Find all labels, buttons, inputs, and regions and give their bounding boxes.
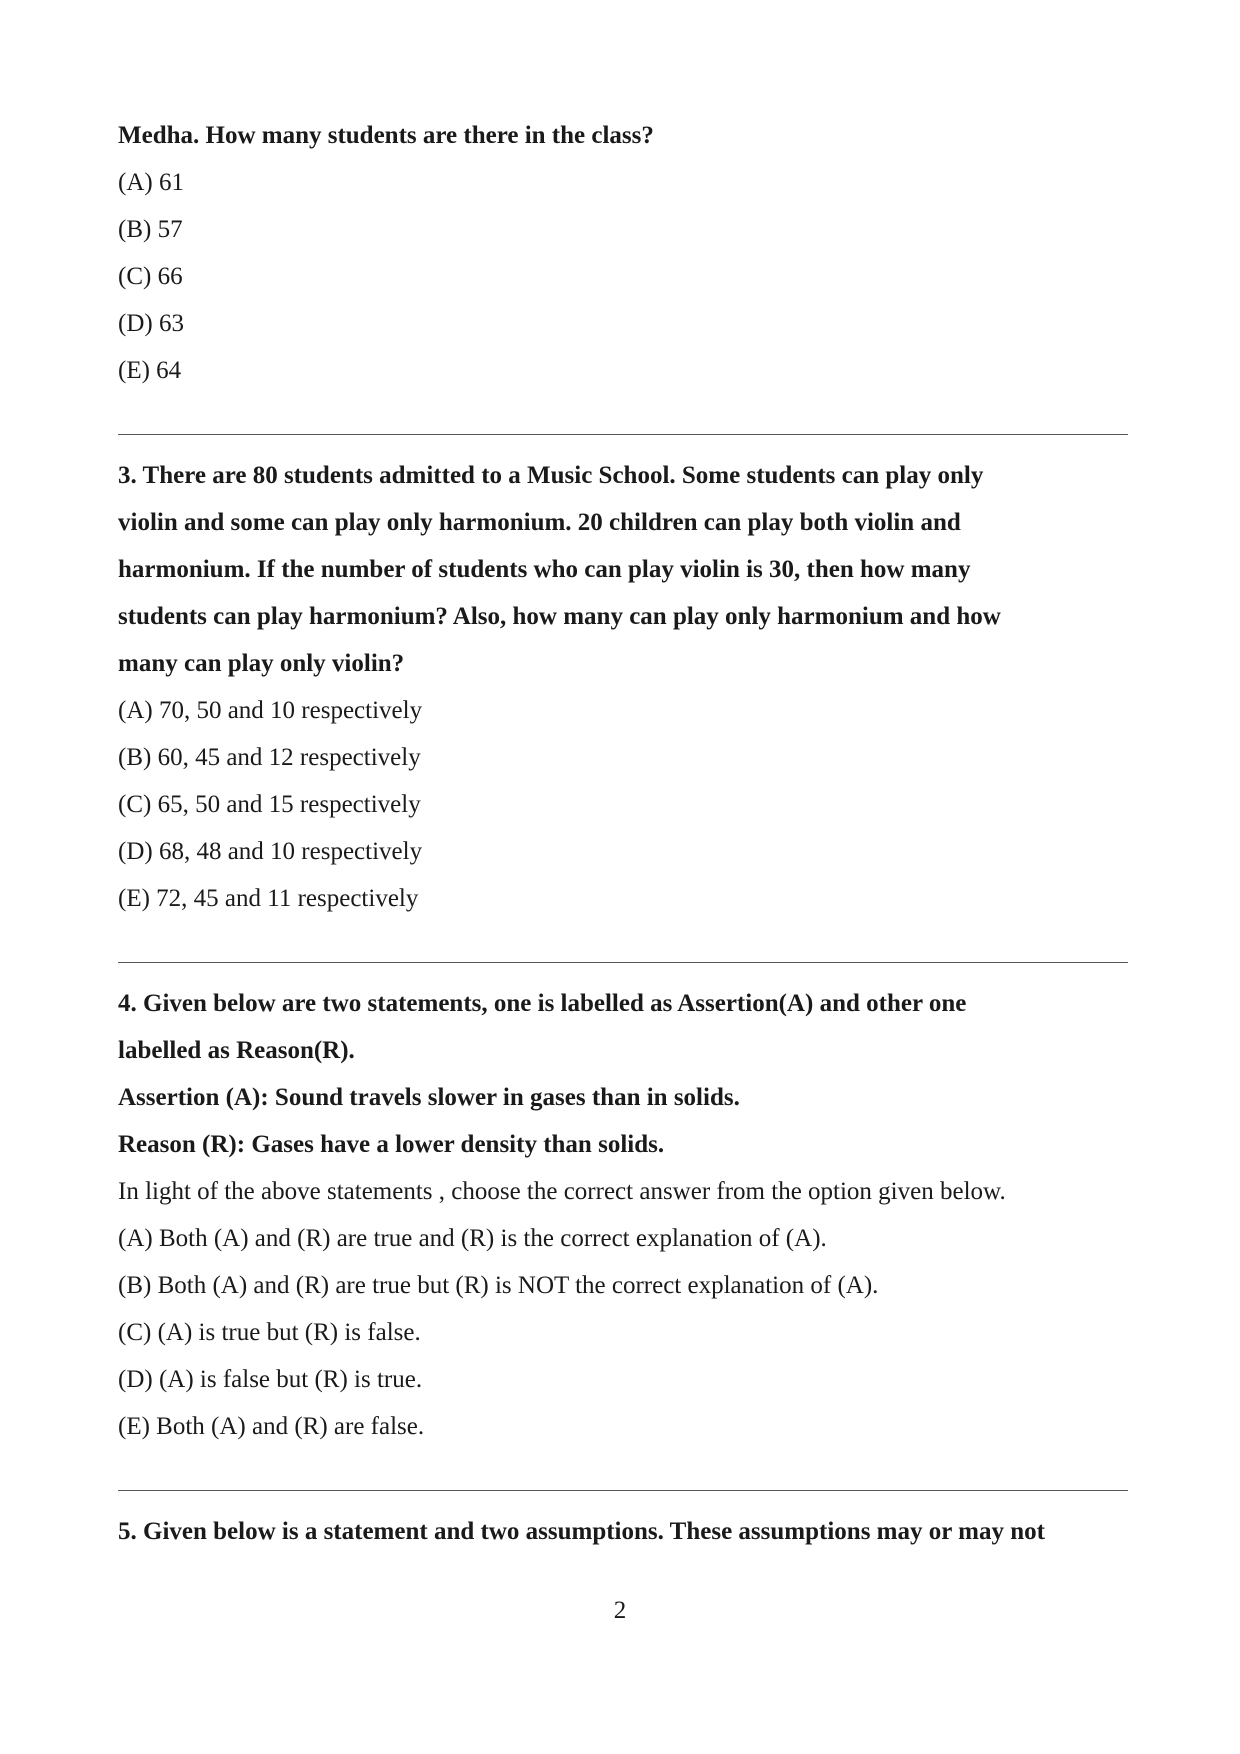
question-3-stem-line: 3. There are 80 students admitted to a Music School. Some students can play only (118, 462, 984, 489)
option-d: (D) 63 (118, 310, 184, 337)
option-e: (E) 72, 45 and 11 respectively (118, 885, 419, 912)
option-d: (D) 68, 48 and 10 respectively (118, 838, 423, 865)
question-5-stem: 5. Given below is a statement and two assumptions. These assumptions may or may not (118, 1518, 1045, 1545)
question-4-instruction: In light of the above statements , choose the correct answer from the option given below. (118, 1178, 1006, 1205)
option-d: (D) (A) is false but (R) is true. (118, 1366, 423, 1393)
question-3 (118, 452, 1128, 922)
option-e: (E) 64 (118, 357, 182, 384)
reason-statement: Reason (R): Gases have a lower density than solids. (118, 1131, 665, 1158)
question-2-options (118, 159, 1128, 394)
assertion-statement: Assertion (A): Sound travels slower in gases than in solids. (118, 1084, 740, 1111)
option-a: (A) 61 (118, 169, 184, 196)
option-b: (B) 57 (118, 216, 183, 243)
question-2 (118, 112, 1128, 394)
question-3-stem-line: many can play only violin? (118, 650, 405, 677)
question-5 (118, 1508, 1128, 1555)
option-b: (B) 60, 45 and 12 respectively (118, 744, 421, 771)
option-b: (B) Both (A) and (R) are true but (R) is NOT the correct explanation of (A). (118, 1272, 879, 1299)
question-4-stem-line: labelled as Reason(R). (118, 1037, 355, 1064)
question-4-stem-line: 4. Given below are two statements, one is labelled as Assertion(A) and other one (118, 990, 967, 1017)
option-e: (E) Both (A) and (R) are false. (118, 1413, 425, 1440)
question-3-stem-line: harmonium. If the number of students who can play violin is 30, then how many (118, 556, 971, 583)
option-a: (A) Both (A) and (R) are true and (R) is the correct explanation of (A). (118, 1225, 827, 1252)
question-3-stem-line: violin and some can play only harmonium. 20 children can play both violin and (118, 509, 961, 536)
option-a: (A) 70, 50 and 10 respectively (118, 697, 423, 724)
option-c: (C) 65, 50 and 15 respectively (118, 791, 421, 818)
question-2-stem: Medha. How many students are there in the class? (118, 122, 654, 149)
question-3-options (118, 687, 1128, 922)
document-page (118, 112, 1128, 1555)
question-4 (118, 980, 1128, 1450)
question-3-stem-line: students can play harmonium? Also, how many can play only harmonium and how (118, 603, 1001, 630)
option-c: (C) (A) is true but (R) is false. (118, 1319, 421, 1346)
option-c: (C) 66 (118, 263, 183, 290)
page-number: 2 (613, 1597, 627, 1624)
question-4-options (118, 1215, 1128, 1450)
